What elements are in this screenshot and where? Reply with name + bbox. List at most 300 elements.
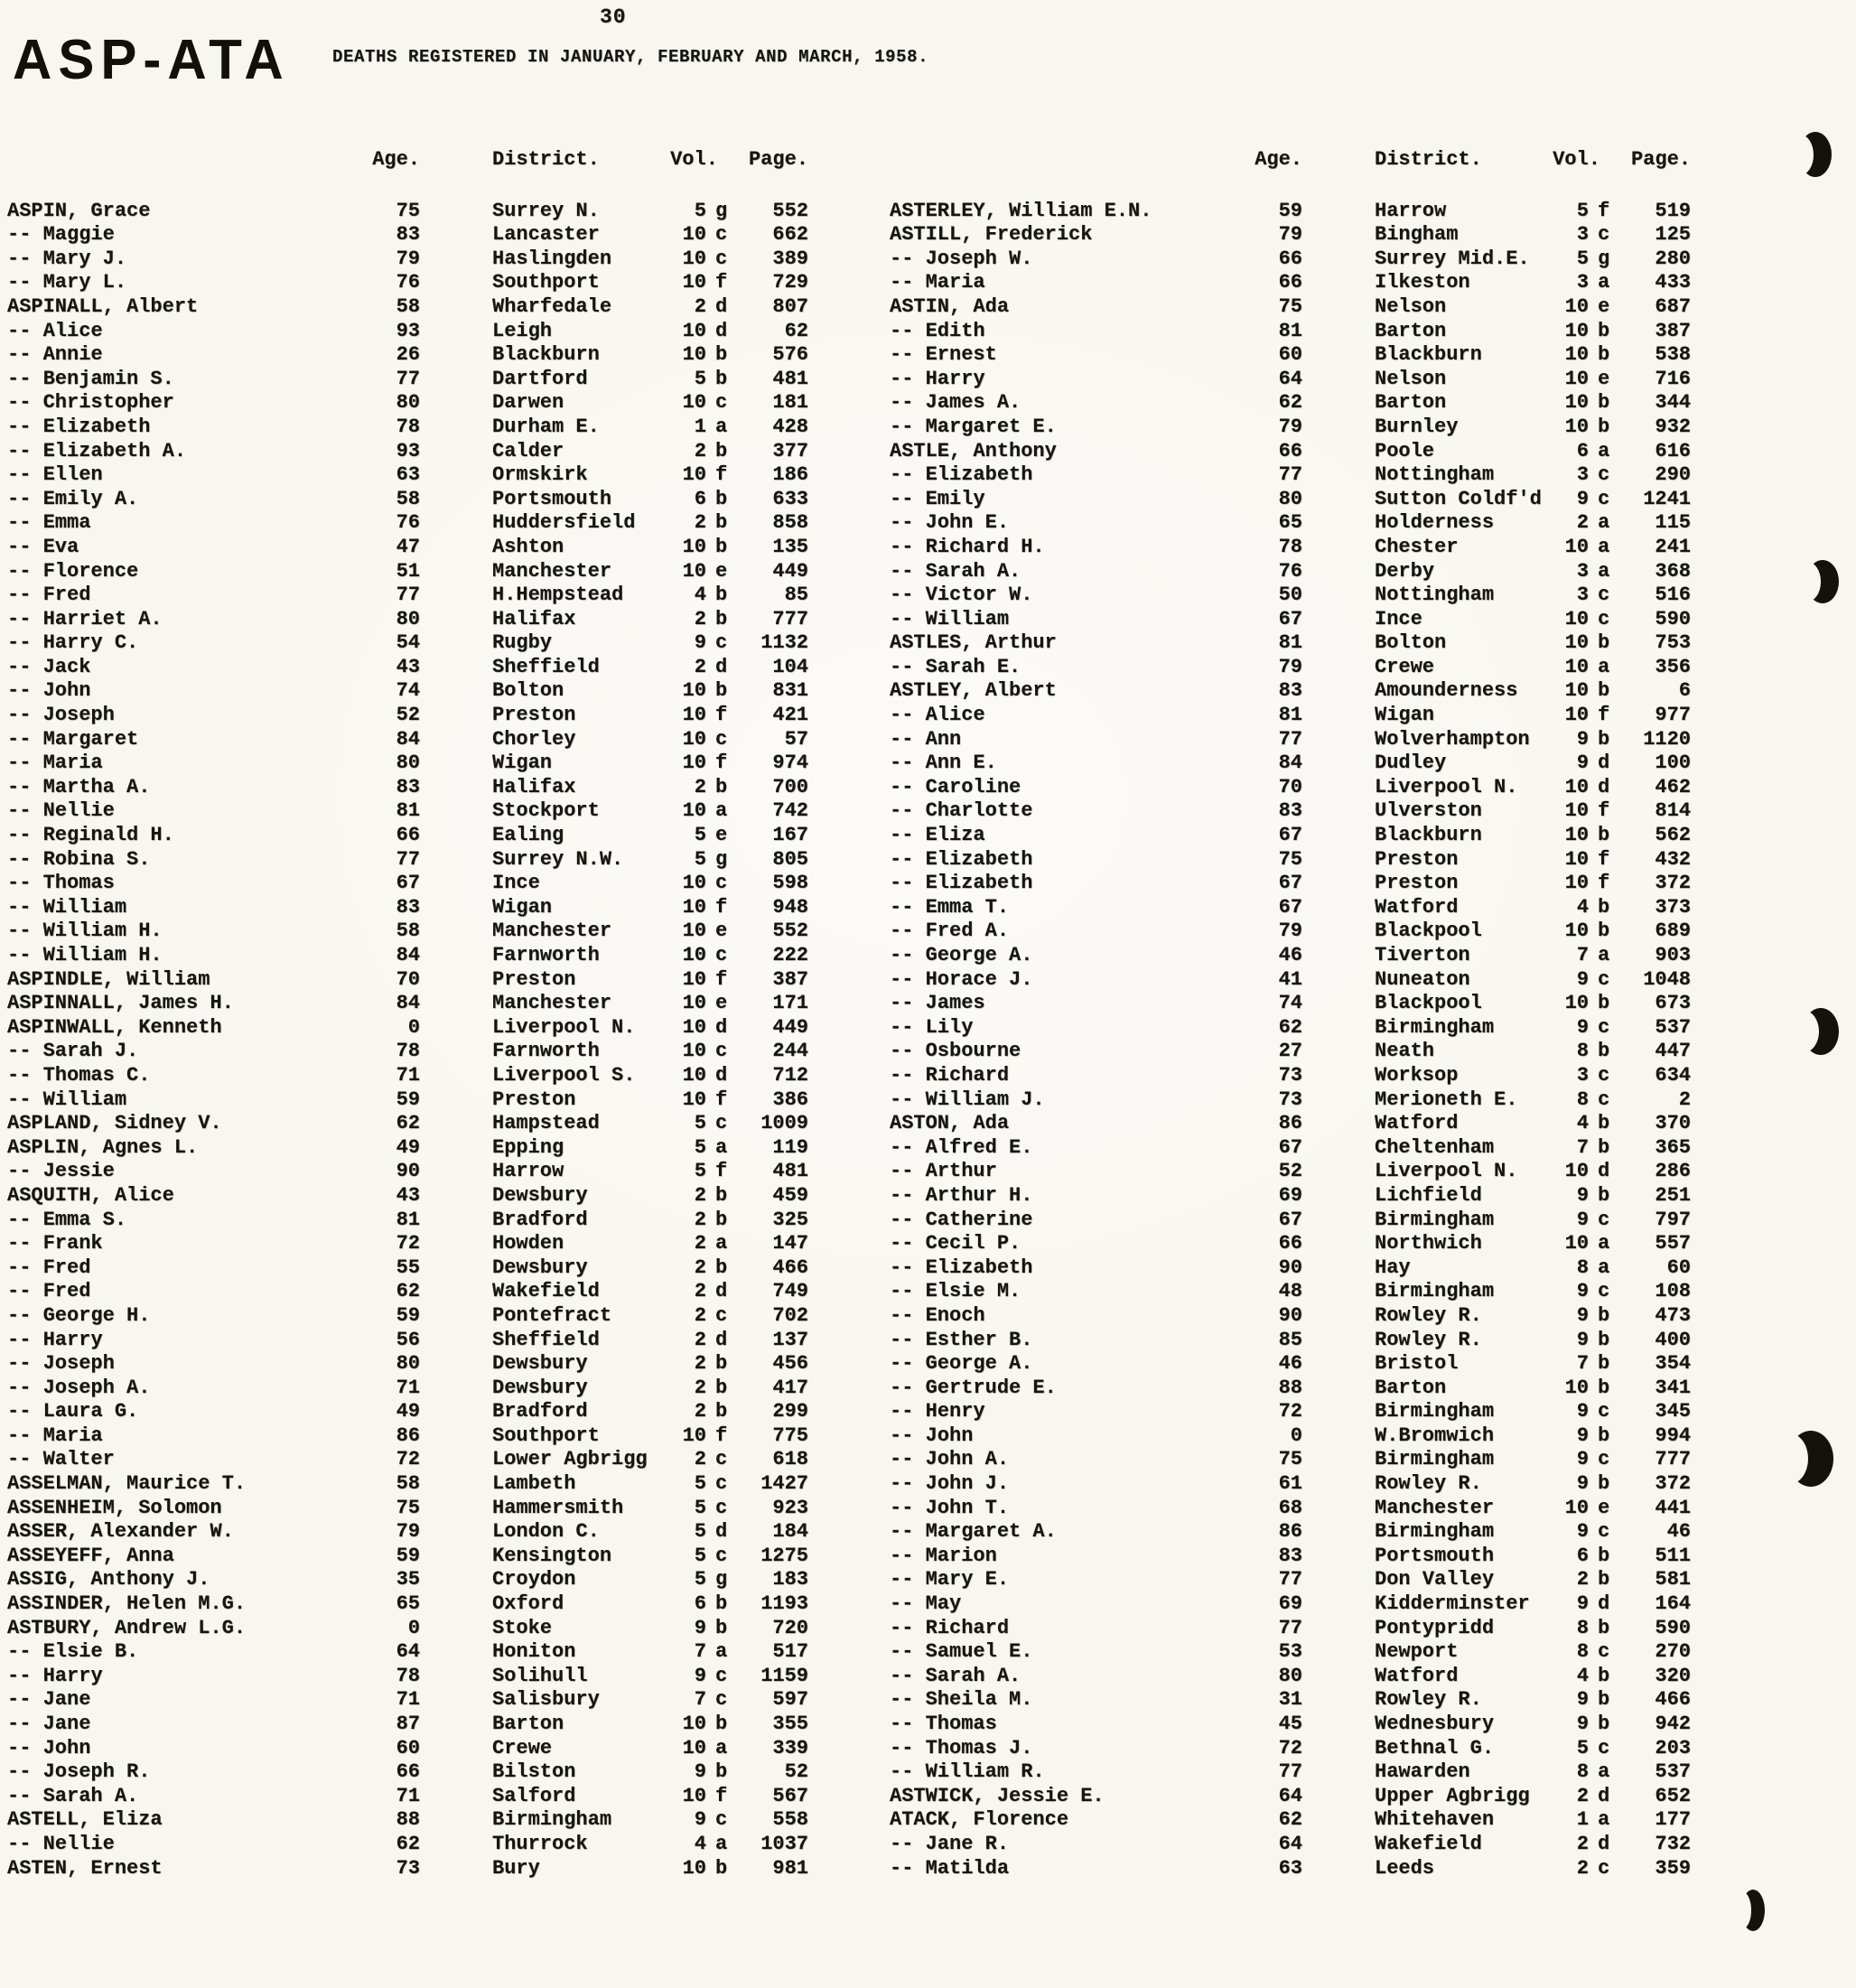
entry-vol-number: 10 (1564, 992, 1589, 1015)
entry-name: ASTLE, Anthony (890, 439, 1057, 462)
entry-vol-number: 2 (694, 775, 706, 798)
entry-page: 428 (772, 415, 808, 438)
entry-age: 75 (1278, 847, 1302, 871)
entry-vol-letter: f (715, 1423, 728, 1447)
entry-name: -- Alice (7, 319, 103, 342)
entry-vol-letter: g (715, 847, 728, 871)
entry-name: -- Harry (7, 1664, 103, 1687)
entry-vol-number: 10 (1564, 704, 1589, 727)
header-age: Age. (1254, 148, 1302, 171)
entry-name: ASSINDER, Helen M.G. (7, 1592, 247, 1616)
entry-age: 59 (1278, 199, 1302, 222)
entry-age: 67 (1278, 1208, 1302, 1231)
entry-age: 51 (396, 559, 420, 583)
entry-vol-number: 10 (1564, 319, 1589, 342)
entry-vol-letter: b (715, 367, 728, 390)
column-header (890, 148, 1702, 173)
entry-vol-number: 7 (694, 1640, 706, 1664)
entry-page: 417 (772, 1376, 808, 1399)
entry-vol-letter: f (1598, 872, 1610, 895)
entry-district: Ashton (492, 535, 564, 558)
entry-vol-number: 10 (682, 944, 706, 966)
entry-vol-letter: b (1598, 1568, 1610, 1591)
entry-district: Leeds (1375, 1856, 1435, 1880)
entry-name: ASPINWALL, Kenneth (7, 1015, 222, 1039)
header-vol: Vol. (1553, 148, 1600, 171)
entry-age: 67 (1278, 1135, 1302, 1159)
entry-name: ASTON, Ada (890, 1112, 1010, 1135)
ink-mark (1803, 1008, 1839, 1055)
entry-vol-number: 10 (1564, 367, 1589, 390)
header-page: Page. (1630, 148, 1691, 171)
entry-district: Dewsbury (492, 1376, 588, 1399)
entry-district: Rowley R. (1375, 1328, 1482, 1351)
table-row (7, 295, 820, 320)
entry-district: Wakefield (492, 1280, 600, 1303)
entry-age: 68 (1278, 1496, 1302, 1519)
entry-district: Nottingham (1375, 463, 1495, 487)
entry-vol-number: 10 (682, 463, 706, 487)
entry-page: 186 (772, 463, 808, 487)
entry-page: 359 (1655, 1856, 1691, 1880)
entry-name: ASPLAND, Sidney V. (7, 1112, 222, 1135)
entry-page: 923 (772, 1496, 808, 1519)
table-row (890, 1016, 1702, 1041)
entry-vol-number: 9 (1576, 1303, 1589, 1327)
entry-vol-letter: a (715, 1832, 728, 1855)
entry-name: -- Elsie B. (7, 1640, 139, 1664)
entry-name: -- Eliza (890, 824, 985, 847)
entry-vol-number: 9 (1576, 1400, 1589, 1423)
entry-name: -- Ann (890, 727, 962, 751)
entry-vol-letter: c (1598, 1063, 1610, 1087)
entry-vol-letter: b (715, 1616, 728, 1639)
entry-vol-letter: b (1598, 895, 1610, 919)
entry-name: ASTWICK, Jessie E. (890, 1784, 1105, 1807)
entry-age: 41 (1278, 967, 1302, 991)
table-row (890, 560, 1702, 584)
entry-name: -- Elizabeth (890, 847, 1033, 871)
entry-name: -- Joseph (7, 1352, 115, 1376)
table-row (7, 751, 820, 776)
table-row (7, 728, 820, 752)
table-row (7, 511, 820, 536)
entry-vol-number: 5 (1576, 199, 1589, 222)
entry-vol-letter: c (1598, 1448, 1610, 1471)
table-row (7, 1304, 820, 1329)
page-title: DEATHS REGISTERED IN JANUARY, FEBRUARY AND MARCH, 1958. (332, 47, 929, 67)
entry-name: -- William H. (7, 944, 163, 966)
entry-page: 432 (1655, 847, 1691, 871)
table-row (7, 1184, 820, 1209)
entry-vol-number: 10 (682, 872, 706, 895)
table-row (890, 799, 1702, 824)
table-row (890, 1377, 1702, 1401)
table-row (890, 919, 1702, 944)
entry-vol-letter: c (1598, 1736, 1610, 1759)
entry-vol-number: 10 (1564, 391, 1589, 415)
table-row (7, 560, 820, 584)
entry-age: 45 (1278, 1713, 1302, 1735)
entry-age: 60 (1278, 343, 1302, 367)
table-row (7, 1640, 820, 1665)
entry-vol-letter: c (1598, 1015, 1610, 1039)
entry-name: ASPINALL, Albert (7, 294, 199, 318)
entry-vol-letter: a (715, 1640, 728, 1664)
entry-vol-letter: f (715, 271, 728, 294)
entry-name: ASTELL, Eliza (7, 1808, 163, 1832)
entry-age: 76 (1278, 559, 1302, 583)
entry-page: 537 (1655, 1760, 1691, 1784)
entry-page: 344 (1655, 391, 1691, 415)
entry-district: Huddersfield (492, 511, 636, 535)
table-row (890, 200, 1702, 224)
entry-vol-number: 5 (694, 199, 706, 222)
entry-vol-letter: b (1598, 415, 1610, 438)
entry-name: -- Elsie M. (890, 1280, 1021, 1303)
entry-district: Leigh (492, 319, 553, 342)
entry-district: Wolverhampton (1375, 727, 1530, 751)
table-row (890, 271, 1702, 295)
entry-age: 58 (396, 919, 420, 943)
entry-district: Wharfedale (492, 294, 612, 318)
entry-vol-letter: b (1598, 1544, 1610, 1567)
entry-district: Preston (1375, 872, 1459, 895)
entry-page: 753 (1655, 631, 1691, 655)
entry-vol-letter: d (715, 1328, 728, 1351)
entry-vol-number: 2 (694, 1183, 706, 1207)
table-row (890, 1184, 1702, 1209)
table-row (890, 1424, 1702, 1449)
entry-district: Manchester (1375, 1496, 1495, 1519)
entry-district: Blackpool (1375, 992, 1482, 1015)
entry-page: 633 (772, 487, 808, 510)
entry-vol-letter: c (715, 872, 728, 895)
entry-vol-letter: b (1598, 631, 1610, 655)
entry-page: 597 (772, 1688, 808, 1712)
entry-page: 46 (1666, 1520, 1691, 1544)
entry-vol-number: 1 (694, 415, 706, 438)
entry-age: 67 (1278, 895, 1302, 919)
table-row (7, 1472, 820, 1497)
entry-age: 80 (396, 1352, 420, 1376)
entry-age: 54 (396, 631, 420, 655)
entry-vol-number: 5 (694, 1496, 706, 1519)
entry-vol-number: 10 (682, 1423, 706, 1447)
entry-vol-letter: f (715, 463, 728, 487)
entry-vol-number: 9 (1576, 1328, 1589, 1351)
entry-vol-number: 10 (1564, 799, 1589, 823)
entry-page: 290 (1655, 463, 1691, 487)
entry-page: 948 (772, 895, 808, 919)
entry-vol-number: 9 (1576, 1183, 1589, 1207)
entry-age: 81 (396, 799, 420, 823)
entry-name: -- Sarah A. (890, 559, 1021, 583)
entry-age: 70 (1278, 775, 1302, 798)
entry-name: -- Alice (890, 704, 985, 727)
entry-page: 203 (1655, 1736, 1691, 1759)
entry-vol-letter: c (715, 1808, 728, 1832)
table-row (890, 1545, 1702, 1569)
entry-age: 81 (1278, 631, 1302, 655)
table-row (7, 1088, 820, 1113)
entry-page: 137 (772, 1328, 808, 1351)
entry-vol-letter: b (1598, 1328, 1610, 1351)
entry-vol-letter: f (715, 751, 728, 775)
entry-age: 63 (396, 463, 420, 487)
entry-age: 62 (396, 1832, 420, 1855)
entry-vol-letter: f (715, 1160, 728, 1183)
entry-district: Dewsbury (492, 1183, 588, 1207)
entry-page: 807 (772, 294, 808, 318)
entry-name: -- Fred (7, 1255, 91, 1279)
entry-age: 72 (396, 1232, 420, 1255)
entry-vol-number: 9 (694, 1664, 706, 1687)
entry-age: 71 (396, 1376, 420, 1399)
entry-page: 325 (772, 1208, 808, 1231)
entry-page: 1037 (760, 1832, 808, 1855)
entry-district: Nelson (1375, 367, 1447, 390)
entry-vol-letter: b (1598, 824, 1610, 847)
entry-vol-letter: c (1598, 1856, 1610, 1880)
entry-age: 71 (396, 1688, 420, 1712)
entry-name: -- Ellen (7, 463, 103, 487)
entry-vol-number: 2 (1576, 1784, 1589, 1807)
page-number: 30 (600, 5, 627, 29)
entry-name: -- Cecil P. (890, 1232, 1021, 1255)
entry-name: ASQUITH, Alice (7, 1183, 174, 1207)
entry-district: Surrey Mid.E. (1375, 247, 1530, 270)
entry-age: 80 (1278, 1664, 1302, 1687)
entry-vol-number: 2 (1576, 1856, 1589, 1880)
entry-vol-letter: f (1598, 799, 1610, 823)
entry-vol-number: 10 (682, 1784, 706, 1807)
entry-page: 576 (772, 343, 808, 367)
entry-district: Bilston (492, 1760, 576, 1784)
entry-age: 79 (396, 247, 420, 270)
entry-name: ASTEN, Ernest (7, 1856, 163, 1880)
entry-vol-number: 10 (682, 727, 706, 751)
entry-page: 421 (772, 704, 808, 727)
entry-page: 459 (772, 1183, 808, 1207)
entry-name: -- Fred A. (890, 919, 1010, 943)
table-row (890, 1640, 1702, 1665)
entry-age: 62 (1278, 391, 1302, 415)
table-row (7, 1785, 820, 1809)
entry-vol-letter: c (715, 1664, 728, 1687)
entry-name: ASTBURY, Andrew L.G. (7, 1616, 247, 1639)
entry-name: ASSER, Alexander W. (7, 1520, 234, 1544)
entry-page: 1009 (760, 1112, 808, 1135)
entry-vol-number: 2 (694, 1208, 706, 1231)
entry-name: -- Annie (7, 343, 103, 367)
entry-vol-number: 10 (1564, 415, 1589, 438)
entry-vol-number: 5 (694, 1520, 706, 1544)
entry-age: 80 (396, 751, 420, 775)
entry-vol-letter: a (1598, 655, 1610, 678)
entry-name: -- Jack (7, 655, 91, 678)
entry-vol-number: 2 (694, 1448, 706, 1471)
entry-age: 27 (1278, 1040, 1302, 1063)
table-row (7, 656, 820, 680)
entry-vol-letter: b (1598, 1135, 1610, 1159)
table-row (7, 1592, 820, 1617)
entry-age: 66 (1278, 1232, 1302, 1255)
entry-age: 62 (396, 1112, 420, 1135)
entry-district: Amounderness (1375, 679, 1518, 703)
entry-name: -- William (7, 1087, 127, 1111)
entry-district: Bolton (1375, 631, 1447, 655)
entry-vol-number: 10 (682, 895, 706, 919)
table-row (890, 1760, 1702, 1785)
entry-vol-number: 10 (682, 271, 706, 294)
entry-district: Manchester (492, 559, 612, 583)
table-row (7, 463, 820, 488)
entry-name: ASTILL, Frederick (890, 223, 1093, 247)
entry-vol-letter: b (1598, 1376, 1610, 1399)
entry-name: -- Thomas (7, 872, 115, 895)
entry-vol-letter: a (1598, 1255, 1610, 1279)
entry-vol-letter: b (1598, 1183, 1610, 1207)
entry-vol-number: 10 (1564, 824, 1589, 847)
entry-vol-letter: e (715, 992, 728, 1015)
entry-age: 83 (1278, 799, 1302, 823)
entry-vol-number: 2 (1576, 1832, 1589, 1855)
ink-mark (1799, 132, 1832, 177)
entry-age: 62 (1278, 1015, 1302, 1039)
entry-name: -- Maria (7, 1423, 103, 1447)
entry-vol-number: 4 (694, 583, 706, 607)
entry-page: 742 (772, 799, 808, 823)
entry-name: -- Harry (890, 367, 985, 390)
entry-age: 80 (1278, 487, 1302, 510)
entry-district: Wigan (492, 895, 553, 919)
entry-age: 83 (1278, 679, 1302, 703)
entry-name: -- John E. (890, 511, 1010, 535)
entry-vol-number: 2 (694, 511, 706, 535)
entry-district: Portsmouth (1375, 1544, 1495, 1567)
entry-name: -- Thomas (890, 1713, 997, 1735)
table-row (7, 223, 820, 247)
entry-name: -- Catherine (890, 1208, 1033, 1231)
entry-page: 581 (1655, 1568, 1691, 1591)
entry-name: -- Mary E. (890, 1568, 1010, 1591)
entry-district: Chester (1375, 535, 1459, 558)
entry-page: 598 (772, 872, 808, 895)
entry-name: -- Arthur H. (890, 1183, 1033, 1207)
entry-district: Manchester (492, 992, 612, 1015)
entry-age: 64 (1278, 1784, 1302, 1807)
entry-age: 75 (396, 1496, 420, 1519)
entry-vol-letter: d (715, 1063, 728, 1087)
entry-name: -- Matilda (890, 1856, 1010, 1880)
entry-age: 81 (1278, 704, 1302, 727)
entry-page: 299 (772, 1400, 808, 1423)
entry-page: 537 (1655, 1015, 1691, 1039)
entry-age: 43 (396, 655, 420, 678)
table-row (7, 944, 820, 968)
entry-page: 108 (1655, 1280, 1691, 1303)
entry-vol-letter: c (1598, 1280, 1610, 1303)
entry-age: 86 (396, 1423, 420, 1447)
entry-vol-letter: b (1598, 1664, 1610, 1687)
entry-vol-letter: b (1598, 1352, 1610, 1376)
entry-page: 135 (772, 535, 808, 558)
table-row (890, 824, 1702, 848)
entry-name: ASTIN, Ada (890, 294, 1010, 318)
table-row (890, 608, 1702, 632)
entry-district: Barton (1375, 319, 1447, 342)
entry-district: Nelson (1375, 294, 1447, 318)
entry-page: 115 (1655, 511, 1691, 535)
table-row (890, 1209, 1702, 1233)
entry-page: 372 (1655, 1472, 1691, 1496)
entry-vol-number: 10 (682, 1087, 706, 1111)
entry-vol-number: 10 (682, 1856, 706, 1880)
table-row (7, 488, 820, 512)
entry-age: 61 (1278, 1472, 1302, 1496)
entry-age: 43 (396, 1183, 420, 1207)
entry-vol-number: 9 (1576, 1472, 1589, 1496)
table-row (890, 679, 1702, 704)
entry-vol-number: 10 (1564, 1232, 1589, 1255)
entry-page: 858 (772, 511, 808, 535)
table-row (7, 679, 820, 704)
entry-page: 354 (1655, 1352, 1691, 1376)
entry-district: Oxford (492, 1592, 564, 1616)
entry-vol-number: 8 (1576, 1255, 1589, 1279)
entry-name: -- Martha A. (7, 775, 151, 798)
entry-vol-number: 9 (1576, 1448, 1589, 1471)
entry-vol-number: 10 (682, 1713, 706, 1735)
table-row (890, 968, 1702, 993)
entry-age: 73 (1278, 1063, 1302, 1087)
entry-vol-letter: c (715, 1040, 728, 1063)
entry-age: 49 (396, 1400, 420, 1423)
table-row (7, 919, 820, 944)
entry-district: Northwich (1375, 1232, 1482, 1255)
entry-age: 49 (396, 1135, 420, 1159)
entry-vol-number: 10 (682, 319, 706, 342)
entry-vol-number: 3 (1576, 1063, 1589, 1087)
entry-vol-letter: b (715, 1255, 728, 1279)
entry-vol-number: 2 (694, 294, 706, 318)
entry-name: ASTERLEY, William E.N. (890, 199, 1152, 222)
entry-district: Surrey N. (492, 199, 600, 222)
entry-district: London C. (492, 1520, 600, 1544)
entry-district: Ormskirk (492, 463, 588, 487)
entry-vol-letter: b (715, 511, 728, 535)
entry-district: Surrey N.W. (492, 847, 624, 871)
entry-age: 59 (396, 1303, 420, 1327)
entry-page: 177 (1655, 1808, 1691, 1832)
table-row (890, 1592, 1702, 1617)
entry-age: 77 (1278, 1568, 1302, 1591)
entry-page: 994 (1655, 1423, 1691, 1447)
entry-page: 389 (772, 247, 808, 270)
table-row (7, 247, 820, 272)
table-row (7, 799, 820, 824)
entry-vol-letter: b (715, 535, 728, 558)
entry-page: 1120 (1643, 727, 1691, 751)
entry-page: 164 (1655, 1592, 1691, 1616)
entry-district: Honiton (492, 1640, 576, 1664)
entry-name: -- Elizabeth (7, 415, 151, 438)
entry-age: 62 (396, 1280, 420, 1303)
entry-page: 702 (772, 1303, 808, 1327)
entry-age: 56 (396, 1328, 420, 1351)
entry-name: -- May (890, 1592, 962, 1616)
